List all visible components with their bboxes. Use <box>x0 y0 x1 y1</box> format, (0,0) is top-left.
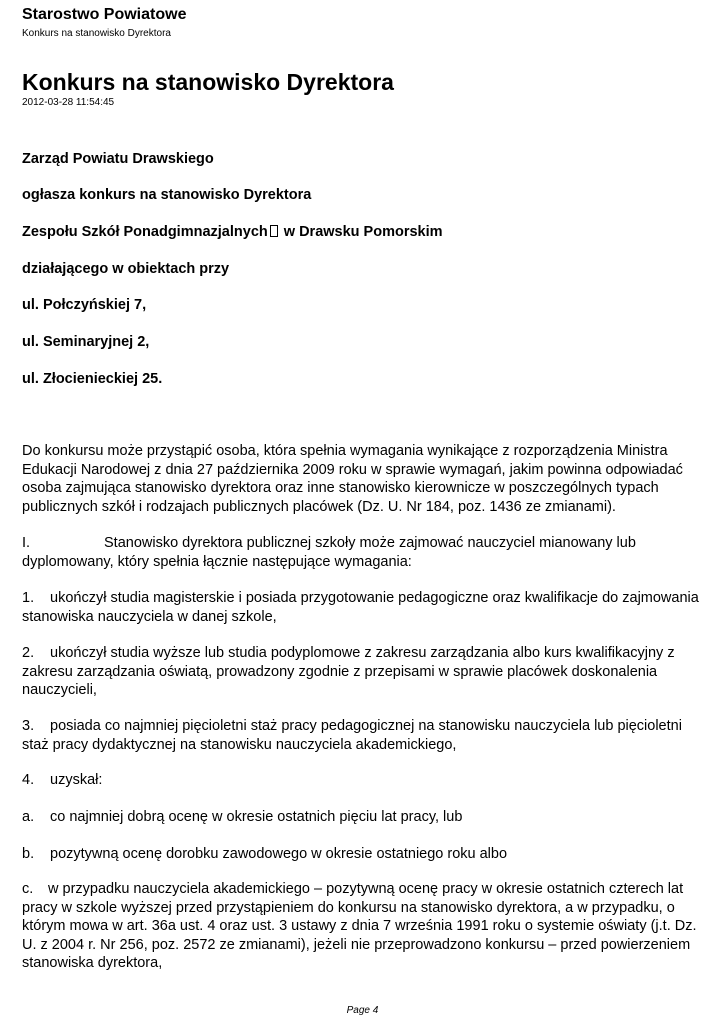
requirement-item-3 <box>22 717 707 754</box>
missing-glyph-icon <box>270 225 278 237</box>
subitem-b-letter: b. <box>22 846 35 862</box>
item-1-number: 1. <box>22 590 35 606</box>
item-2-number: 2. <box>22 645 35 661</box>
address-seminaryjna: ul. Seminaryjnej 2, <box>22 334 150 350</box>
subitem-c-text: w przypadku nauczyciela akademickiego – pozytywną ocenę pracy w okresie ostatnich czterech lat pracy w szkole wyższej przed przystąpieniem do konkursu na stanowisko dyrektora, a w przypadku, o którym mowa w art. 36a ust. 4 oraz ust. 3 ustawy z dnia 7 września 1991 roku o systemie oświaty (j.t. Dz. U. z 2004 r. Nr 256, poz. 2572 ze zmianami), jeżeli nie przeprowadzono konkursu – przed powierzeniem stanowiska dyrektora, <box>22 881 697 971</box>
publish-date: 2012-03-28 11:54:45 <box>22 97 115 108</box>
page-number: Page 4 <box>346 1005 379 1016</box>
school-name: Zespołu Szkół Ponadgimnazjalnych <box>22 224 268 240</box>
item-2-text: ukończył studia wyższe lub studia podyplomowe z zakresu zarządzania albo kurs kwalifikacyjny z zakresu zarządzania oświatą, prowadzony zgodnie z przepisami w sprawie placówek doskonalenia nauczycieli, <box>22 645 675 698</box>
subitem-c <box>22 880 707 973</box>
announcement-line-premises: działającego w obiektach przy <box>22 261 230 277</box>
item-4-text: uzyskał: <box>50 772 103 788</box>
announcement-line-school <box>22 223 443 241</box>
requirement-item-4 <box>22 771 707 790</box>
item-3-number: 3. <box>22 718 35 734</box>
requirement-item-1 <box>22 589 707 626</box>
announcement-line-board: Zarząd Powiatu Drawskiego <box>22 151 214 167</box>
subitem-b <box>22 845 707 864</box>
intro-paragraph: Do konkursu może przystąpić osoba, która spełnia wymagania wynikające z rozporządzenia Ministra Edukacji Narodowej z dnia 27 października 2009 roku w sprawie wymagań, jakim powinna odpowiadać osoba zajmująca stanowisko dyrektora oraz inne stanowisko kierownicze w poszczególnych typach publicznych szkół i rodzajach publicznych placówek (Dz. U. Nr 184, poz. 1436 ze zmianami). <box>22 443 683 515</box>
item-3-text: posiada co najmniej pięcioletni staż pracy pedagogicznej na stanowisku nauczyciela lub pięcioletni staż pracy dydaktycznej na stanowisku nauczyciela akademickiego, <box>22 718 682 753</box>
section-I-text: Stanowisko dyrektora publicznej szkoły może zajmować nauczyciel mianowany lub dyplomowany, który spełnia łącznie następujące wymagania: <box>22 535 636 570</box>
subitem-a-text: co najmniej dobrą ocenę w okresie ostatnich pięciu lat pracy, lub <box>50 809 463 825</box>
org-title: Starostwo Powiatowe <box>22 6 187 23</box>
section-I <box>22 534 707 571</box>
page-title: Konkurs na stanowisko Dyrektora <box>22 69 394 95</box>
section-I-number: I. <box>22 535 31 551</box>
subitem-a <box>22 808 707 827</box>
address-polczynska: ul. Połczyńskiej 7, <box>22 297 147 313</box>
requirement-item-2 <box>22 644 707 700</box>
school-location: w Drawsku Pomorskim <box>279 224 443 240</box>
address-zlocieniecka: ul. Złocienieckiej 25. <box>22 371 163 387</box>
item-4-number: 4. <box>22 772 35 788</box>
org-subtitle: Konkurs na stanowisko Dyrektora <box>22 28 171 39</box>
item-1-text: ukończył studia magisterskie i posiada przygotowanie pedagogiczne oraz kwalifikacje do zajmowania stanowiska nauczyciela w danej szkole, <box>22 590 699 625</box>
subitem-c-letter: c. <box>22 881 34 897</box>
subitem-b-text: pozytywną ocenę dorobku zawodowego w okresie ostatniego roku albo <box>50 846 508 862</box>
subitem-a-letter: a. <box>22 809 35 825</box>
announcement-line-competition: ogłasza konkurs na stanowisko Dyrektora <box>22 187 312 203</box>
